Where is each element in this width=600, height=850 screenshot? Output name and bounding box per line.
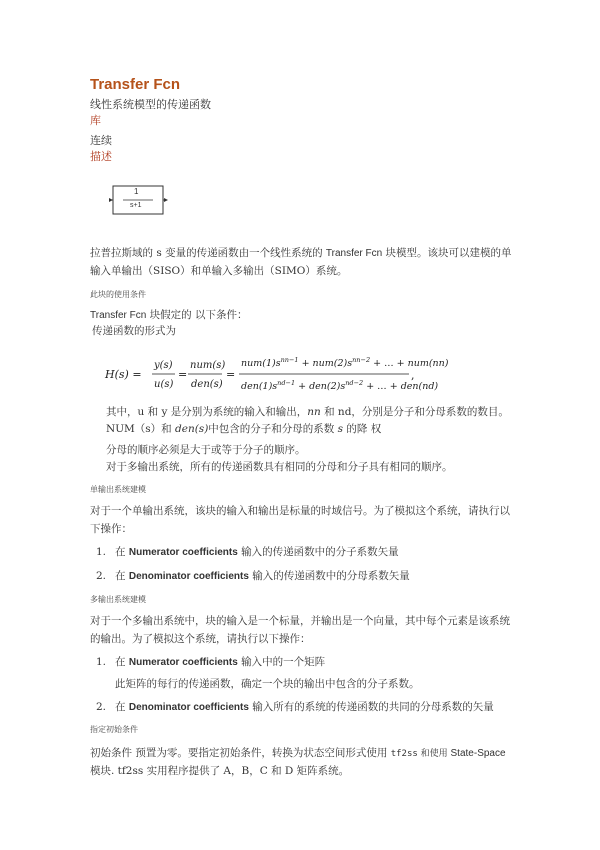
eq-frac2-den: den(s) [191, 379, 223, 390]
siso-para-2: 下操作： [90, 523, 132, 535]
initial-text-a: 初始条件 预置为零。要指定初始条件，转换为状态空间形式使用 [90, 747, 391, 759]
simo-para-1: 对于一个多输出系统中，块的输入是一个标量，并输出是一个向量，其中每个元素是该系统 [90, 615, 510, 627]
list-number: 1. [96, 546, 107, 558]
eq-frac1-num: y(s) [154, 360, 173, 371]
block-denominator: s+1 [130, 202, 142, 209]
eq-frac2-num: num(s) [190, 360, 226, 371]
explain-line-4: 对于多输出系统，所有的传递函数具有相同的分母和分子具有相同的顺序。 [106, 461, 453, 473]
library-label: 库 [90, 114, 101, 127]
intro-line-1 [90, 244, 512, 263]
initial-line-2: 模块. tf2ss 实用程序提供了 A，B，C 和 D 矩阵系统。 [90, 765, 350, 777]
numerator-coefficients-label: Numerator coefficients [128, 547, 238, 558]
conditions-line-2: 传递函数的形式为 [92, 325, 176, 337]
initial-heading: 指定初始条件 [90, 725, 138, 734]
simo-item-1 [96, 653, 325, 672]
explain-nn: nn [307, 406, 321, 418]
explain-line-2 [106, 420, 381, 439]
simo-heading: 多输出系统建模 [90, 595, 146, 604]
simo-para-2: 的输出。为了模拟这个系统，请执行以下操作： [90, 633, 311, 645]
transfer-fcn-block-icon [108, 185, 168, 215]
numerator-coefficients-label: Numerator coefficients [128, 657, 238, 668]
library-value: 连续 [90, 134, 112, 147]
siso-item-2 [96, 567, 410, 586]
item-text: 输入的传递函数中的分子系数矢量 [237, 546, 399, 558]
eq-lhs: H(s) = [105, 368, 142, 381]
list-number: 1. [96, 656, 107, 668]
siso-item-1 [96, 543, 399, 562]
intro-line-2: 输入单输出（SISO）和单输入多输出（SIMO）系统。 [90, 265, 348, 277]
denominator-coefficients-label: Denominator coefficients [128, 702, 249, 713]
initial-line-1 [90, 744, 506, 764]
initial-text-b: 和使用 [417, 749, 451, 759]
item-text: 输入的传递函数中的分母系数矢量 [248, 570, 410, 582]
eq-equals-2: = [226, 368, 236, 381]
item-text: 输入中的一个矩阵 [237, 656, 326, 668]
siso-para-1: 对于一个单输出系统，该块的输入和输出是标量的时域信号。为了模拟这个系统，请执行以 [90, 505, 510, 517]
intro-block-name: Transfer Fcn [325, 248, 383, 259]
item-prefix: 在 [115, 701, 129, 713]
intro-text: 拉普拉斯域的 s 变量的传递函数由一个线性系统的 [90, 247, 326, 259]
list-number: 2. [96, 570, 107, 582]
intro-text-post: 块模型。该块可以建模的单 [382, 247, 512, 259]
simo-item-1-detail: 此矩阵的每行的传递函数，确定一个块的输出中包含的分子系数。 [115, 678, 420, 690]
siso-heading: 单输出系统建模 [90, 485, 146, 494]
page-title: Transfer Fcn [90, 76, 181, 93]
conditions-text: 块假定的 以下条件： [146, 309, 248, 321]
tf2ss-code: tf2ss [390, 749, 418, 759]
item-text: 输入所有的系统的传递函数的共同的分母系数的矢量 [248, 701, 494, 713]
item-prefix: 在 [115, 546, 129, 558]
item-prefix: 在 [115, 656, 129, 668]
simo-item-2 [96, 698, 494, 717]
eq-comma: , [411, 369, 415, 382]
conditions-heading: 此块的使用条件 [90, 290, 146, 299]
eq-equals-1: = [178, 368, 188, 381]
explain-s: s [337, 423, 344, 435]
state-space-link: State-Space [450, 748, 506, 759]
denominator-coefficients-label: Denominator coefficients [128, 571, 249, 582]
explain-text-d: 的降 权 [343, 423, 382, 435]
list-number: 2. [96, 701, 107, 713]
explain-text-a: 其中，u 和 y 是分别为系统的输入和输出， [106, 406, 308, 418]
eq-frac3-num: $num(1)s^{nn-1} + num(2)s^{nn-2}$ + … + num(nn) [241, 356, 449, 369]
page-subtitle: 线性系统模型的传递函数 [90, 98, 211, 111]
item-prefix: 在 [115, 570, 129, 582]
explain-text-b: 和 nd，分别是分子和分母系数的数目。 [320, 406, 509, 418]
description-label: 描述 [90, 150, 112, 163]
transfer-function-equation [105, 352, 449, 396]
explain-den-s: den(s) [175, 423, 209, 435]
explain-line-3: 分母的顺序必须是大于或等于分子的顺序。 [106, 444, 306, 456]
eq-frac1-den: u(s) [154, 379, 174, 390]
block-numerator: 1 [134, 187, 139, 196]
explain-text-c: 中包含的分子和分母的系数 [208, 423, 338, 435]
conditions-block-name: Transfer Fcn [90, 310, 147, 321]
eq-frac3-den: $den(1)s^{nd-1} + den(2)s^{nd-2}$ + … + den(nd) [241, 379, 439, 392]
explain-num-s: NUM（s）和 [106, 423, 176, 435]
